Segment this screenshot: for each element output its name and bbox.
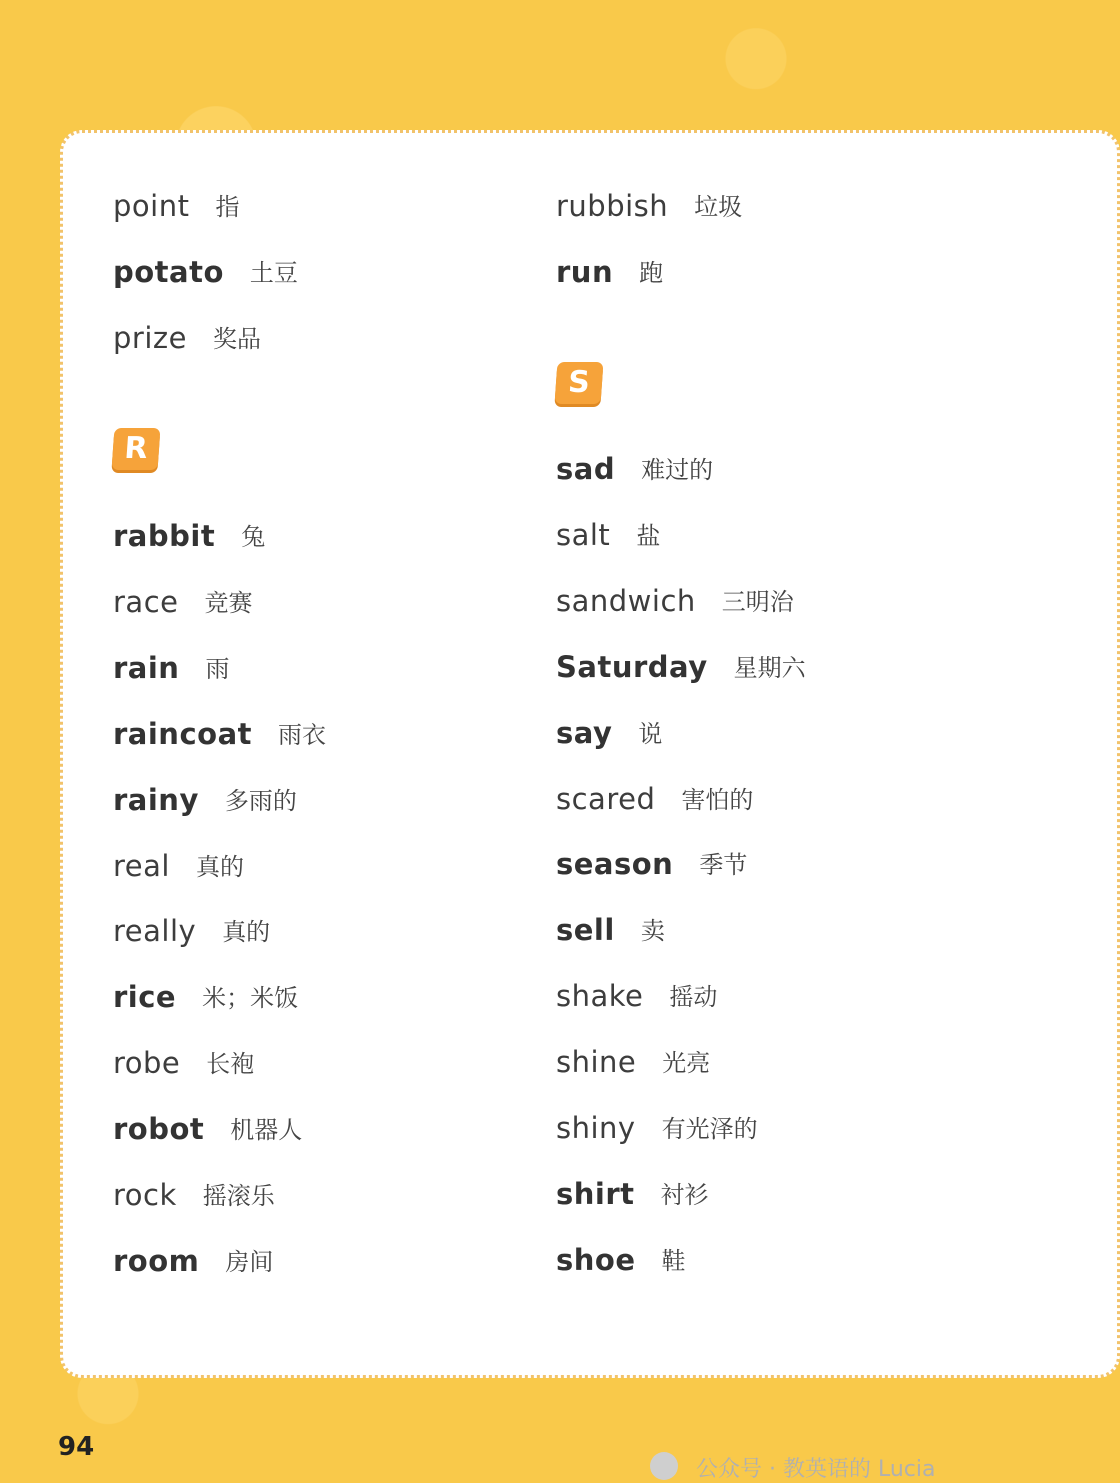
vocab-entry [113, 1109, 302, 1150]
english-word: rice [113, 980, 177, 1015]
chinese-translation: 竞赛 [204, 588, 253, 617]
chinese-translation: 卖 [640, 917, 665, 946]
chinese-translation: 难过的 [641, 456, 714, 484]
vocab-entry [113, 582, 252, 623]
watermark [650, 1452, 1080, 1482]
chinese-translation: 长袍 [206, 1050, 255, 1079]
section-letter-badge: R [112, 428, 161, 470]
chinese-translation: 雨 [205, 654, 230, 683]
english-word: Saturday [556, 649, 708, 684]
english-word: rainy [113, 782, 199, 817]
chinese-translation: 跑 [639, 258, 664, 287]
english-word: real [113, 848, 170, 883]
english-word: race [113, 584, 179, 619]
chinese-translation: 真的 [195, 852, 244, 881]
chinese-translation: 米；米饭 [202, 984, 299, 1013]
chinese-translation: 摇动 [669, 983, 718, 1012]
english-word: shiny [556, 1111, 636, 1145]
vocab-entry [556, 1240, 686, 1281]
vocab-entry [113, 714, 326, 755]
chinese-translation: 星期六 [733, 653, 806, 682]
english-word: shine [556, 1045, 637, 1080]
vocab-entry [556, 647, 806, 688]
vocab-entry [113, 318, 261, 359]
vocab-entry [556, 581, 794, 622]
vocab-entry [113, 780, 297, 821]
english-word: potato [113, 254, 224, 289]
vocabulary-panel [60, 130, 1120, 1378]
english-word: sandwich [556, 583, 696, 618]
chinese-translation: 说 [638, 719, 663, 748]
wechat-icon [650, 1452, 678, 1480]
english-word: shoe [556, 1242, 636, 1277]
chinese-translation: 垃圾 [694, 193, 743, 221]
chinese-translation: 兔 [241, 523, 266, 551]
english-word: rock [113, 1178, 177, 1212]
english-word: rubbish [556, 189, 669, 223]
english-word: scared [556, 781, 656, 816]
vocab-entry [556, 449, 713, 490]
chinese-translation: 盐 [636, 521, 661, 550]
chinese-translation: 真的 [222, 918, 271, 947]
english-word: shirt [556, 1176, 635, 1211]
vocab-entry [113, 1043, 254, 1084]
english-word: season [556, 847, 674, 882]
chinese-translation: 鞋 [661, 1246, 686, 1275]
vocab-entry [556, 713, 662, 754]
english-word: sell [556, 913, 615, 948]
vocab-entry [113, 1241, 273, 1282]
english-word: raincoat [113, 716, 253, 751]
english-word: sad [556, 452, 616, 486]
chinese-translation: 光亮 [662, 1049, 711, 1078]
chinese-translation: 季节 [699, 851, 748, 880]
vocab-entry [556, 515, 660, 556]
english-word: salt [556, 517, 611, 552]
chinese-translation: 三明治 [721, 587, 794, 616]
chinese-translation: 雨衣 [278, 720, 327, 749]
chinese-translation: 奖品 [212, 324, 261, 353]
chinese-translation: 摇滚乐 [202, 1182, 275, 1210]
section-letter-badge: S [555, 362, 604, 404]
chinese-translation: 土豆 [249, 258, 298, 287]
english-word: shake [556, 979, 644, 1014]
vocab-entry [556, 186, 742, 227]
vocab-entry [113, 516, 265, 557]
watermark-text: 公众号 · 教英语的 Lucia [696, 1457, 936, 1482]
chinese-translation: 多雨的 [224, 786, 297, 815]
vocab-entry [113, 1175, 275, 1216]
vocab-entry [556, 779, 753, 820]
vocab-entry [556, 1042, 710, 1083]
english-word: really [113, 914, 197, 949]
english-word: prize [113, 320, 187, 355]
vocab-entry [113, 648, 229, 689]
vocab-entry [556, 1174, 709, 1215]
vocab-entry [556, 844, 747, 885]
english-word: rain [113, 650, 180, 685]
page-number: 94 [58, 1432, 95, 1462]
vocab-entry [556, 252, 663, 293]
english-word: run [556, 254, 614, 289]
vocab-entry [556, 976, 717, 1017]
english-word: say [556, 715, 613, 750]
vocab-entry [113, 846, 244, 887]
english-word: robe [113, 1046, 181, 1081]
english-word: point [113, 189, 190, 223]
english-word: rabbit [113, 519, 216, 553]
vocab-entry [113, 186, 239, 227]
english-word: room [113, 1243, 200, 1278]
chinese-translation: 有光泽的 [661, 1115, 758, 1143]
vocab-entry [556, 1108, 758, 1149]
english-word: robot [113, 1112, 205, 1147]
chinese-translation: 机器人 [230, 1116, 303, 1145]
vocab-entry [113, 911, 270, 952]
chinese-translation: 指 [215, 193, 240, 221]
vocab-entry [113, 977, 298, 1018]
chinese-translation: 衬衫 [660, 1180, 709, 1209]
chinese-translation: 房间 [225, 1247, 274, 1276]
vocab-entry [113, 252, 298, 293]
chinese-translation: 害怕的 [681, 785, 754, 814]
vocab-entry [556, 910, 665, 951]
